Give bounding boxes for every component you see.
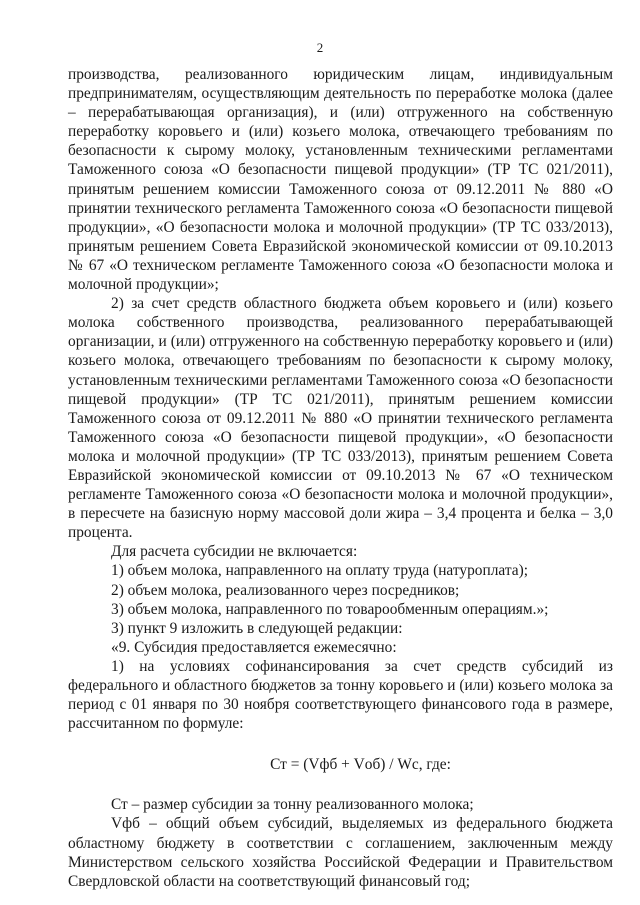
paragraph-amendment-3: 3) пункт 9 изложить в следующей редакции: — [111, 619, 403, 637]
paragraph-exclusions-intro: Для расчета субсидии не включается: — [111, 543, 358, 561]
paragraph-clause-9-item-1: 1) на условиях софинансирования за счет средств субсидий из федерального и областного бюджетов за тонну коровьего и (или) козьего молока за период с 01 января по 30 ноября соответствующего финансового года в размере, рассчитанном по формуле: — [68, 657, 613, 733]
formula: Ст = (Vфб + Vоб) / Wс, где: — [270, 756, 451, 774]
paragraph-item-2: 2) за счет средств областного бюджета объем коровьего и (или) козьего молока собственного производства, реализованного перерабатывающей организации, и (или) отгруженного на собственную переработку коровьего и (или) козьего молока, отвечающего требованиям по безопасности к сырому молоку, установленным техническими регламентами Таможенного союза «О безопасности пищевой продукции» (ТР ТС 021/2011), принятым решением комиссии Таможенного союза от 09.12.2011 № 880 «О принятии технического регламента Таможенного союза «О безопасности пищевой продукции», «О безопасности молока и молочной продукции» (ТР ТС 033/2013), принятым решением Совета Евразийской экономической комиссии от 09.10.2013 № 67 «О техническом регламенте Таможенного союза «О безопасности молока и молочной продукции», в пересчете на базисную норму массовой доли жира – 3,4 процента и белка – 3,0 процента. — [68, 295, 613, 542]
page-number: 2 — [316, 40, 324, 55]
paragraph-definition-vfb: Vфб – общий объем субсидий, выделяемых из федерального бюджета областному бюджету в соответствии с соглашением, заключенным между Министерством сельского хозяйства Российской Федерации и Правительством Свердловской области на соответствующий финансовый год; — [68, 815, 613, 890]
document-body — [68, 65, 613, 891]
paragraph-clause-9: «9. Субсидия предоставляется ежемесячно: — [111, 638, 397, 656]
paragraph-continuation: производства, реализованного юридическим лицам, индивидуальным предпринимателям, осуществляющим деятельность по переработке молока (далее – перерабатывающая организация), и (или) отгруженного на собственную переработку коровьего и (или) козьего молока, отвечающего требованиям по безопасности к сырому молоку, установленным техническими регламентами Таможенного союза «О безопасности пищевой продукции» (ТР ТС 021/2011), принятым решением комиссии Таможенного союза от 09.12.2011 № 880 «О принятии технического регламента Таможенного союза «О безопасности пищевой продукции», «О безопасности молока и молочной продукции» (ТР ТС 033/2013), принятым решением Совета Евразийской экономической комиссии от 09.10.2013 № 67 «О техническом регламенте Таможенного союза «О безопасности молока и молочной продукции»; — [68, 66, 613, 294]
paragraph-exclusion-1: 1) объем молока, направленного на оплату труда (натуроплата); — [111, 562, 528, 580]
paragraph-exclusion-2: 2) объем молока, реализованного через посредников; — [111, 581, 460, 599]
paragraph-exclusion-3: 3) объем молока, направленного по товарообменным операциям.»; — [111, 600, 549, 618]
paragraph-definition-st: Ст – размер субсидии за тонну реализованного молока; — [111, 796, 474, 814]
